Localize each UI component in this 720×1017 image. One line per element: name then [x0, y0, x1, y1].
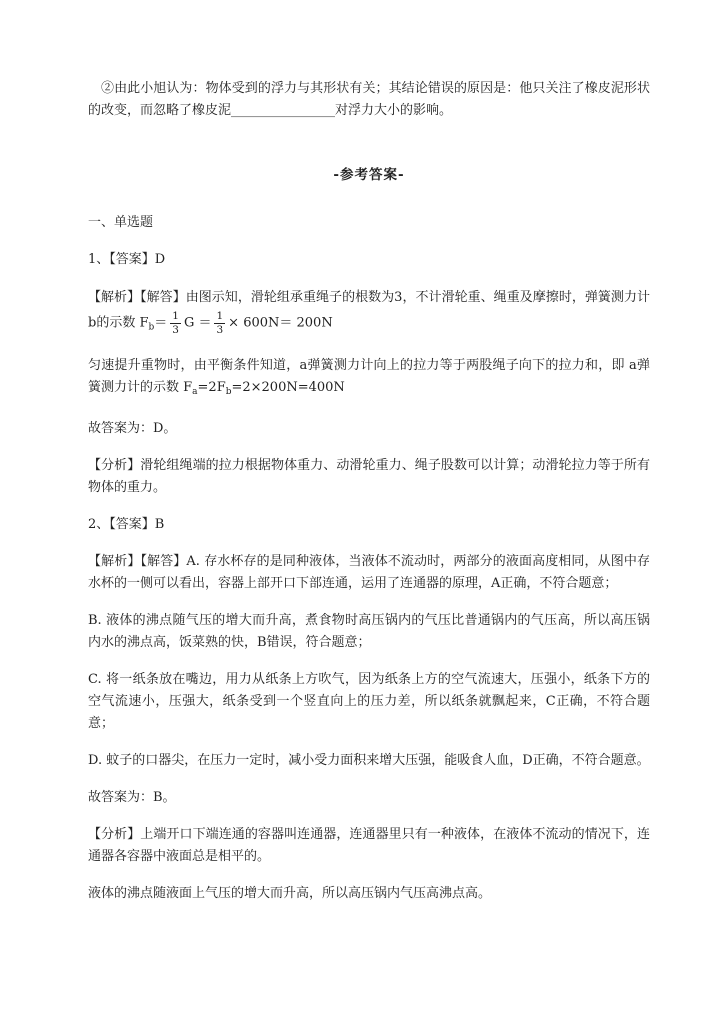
subscript-b: b — [148, 322, 155, 333]
fraction-numerator: 1 — [172, 310, 179, 322]
q1-p2-text: 匀速提升重物时，由平衡条件知道，a弹簧测力计向上的拉力等于两股绳子向下的拉力和，即 a弹簧测力计的示数 F — [88, 357, 650, 395]
fraction-denominator: 3 — [172, 323, 179, 336]
q2-option-b-explanation: B. 液体的沸点随气压的增大而升高，煮食物时高压锅内的气压比普通锅内的气压高，所以高压锅内水的沸点高，饭菜熟的快，B错误，符合题意； — [88, 612, 650, 650]
q2-option-d-explanation: D. 蚊子的口器尖，在压力一定时，减小受力面积来增大压强，能吸食人血，D正确，不符合题意。 — [88, 752, 650, 768]
q1-analysis: 【分析】滑轮组绳端的拉力根据物体重力、动滑轮重力、绳子股数可以计算；动滑轮拉力等于所有物体的重力。 — [88, 457, 650, 495]
q1-p2-text: =2×200N=400N — [231, 379, 345, 395]
q2-conclusion: 故答案为：B。 — [88, 789, 176, 805]
q1-formula-result: × 600N＝ 200N — [228, 315, 333, 331]
q2-analysis-paragraph-2: 液体的沸点随液面上气压的增大而升高，所以高压锅内气压高沸点高。 — [88, 885, 492, 901]
fraction-one-third — [214, 310, 225, 336]
fraction-numerator: 1 — [216, 310, 224, 322]
fraction-one-third — [170, 310, 181, 336]
equals-sign: ＝ — [154, 315, 168, 331]
question-text-post: 对浮力大小的影响。 — [335, 103, 453, 118]
q1-formula-mid: G ＝ — [183, 315, 212, 331]
subscript-b: b — [225, 386, 232, 397]
q2-analysis-paragraph-1: 【分析】上端开口下端连通的容器叫连通器，连通器里只有一种液体，在液体不流动的情况下，连通器各容器中液面总是相平的。 — [88, 826, 650, 864]
answer-blank-line: ________________ — [231, 103, 336, 118]
q1-answer-line: 1、【答案】D — [88, 252, 166, 267]
fraction-denominator: 3 — [216, 323, 224, 336]
q1-explanation-text: 【解析】【解答】由图示知，滑轮组承重绳子的根数为3，不计滑轮重、绳重及摩擦时，弹簧测力计b的示数 F — [88, 290, 650, 331]
q2-answer-line: 2、【答案】B — [88, 516, 165, 532]
q1-conclusion: 故答案为：D。 — [88, 420, 177, 436]
reference-answers-heading: -参考答案- — [333, 167, 405, 183]
subscript-a: a — [192, 386, 198, 397]
q1-explanation-paragraph-1 — [88, 286, 650, 340]
q1-p2-text: =2F — [197, 379, 226, 395]
section-title-multiple-choice: 一、单选题 — [88, 215, 154, 230]
question-text-pre: ②由此小旭认为：物体受到的浮力与其形状有关；其结论错误的原因是：他只关注了橡皮泥形状的改变，而忽略了橡皮泥 — [88, 81, 650, 118]
question-fill-blank-paragraph — [88, 78, 650, 122]
q2-option-a-explanation: 【解析】【解答】A. 存水杯存的是同种液体，当液体不流动时，两部分的液面高度相同，从图中存水杯的一侧可以看出，容器上部开口下部连通，运用了连通器的原理，A正确，不符合题意； — [88, 553, 650, 591]
q2-option-c-explanation: C. 将一纸条放在嘴边，用力从纸条上方吹气，因为纸条上方的空气流速大，压强小，纸条下方的空气流速小，压强大，纸条受到一个竖直向上的压力差，所以纸条就飘起来，C正确，不符合题意； — [88, 671, 650, 731]
q1-explanation-paragraph-2 — [88, 355, 650, 403]
